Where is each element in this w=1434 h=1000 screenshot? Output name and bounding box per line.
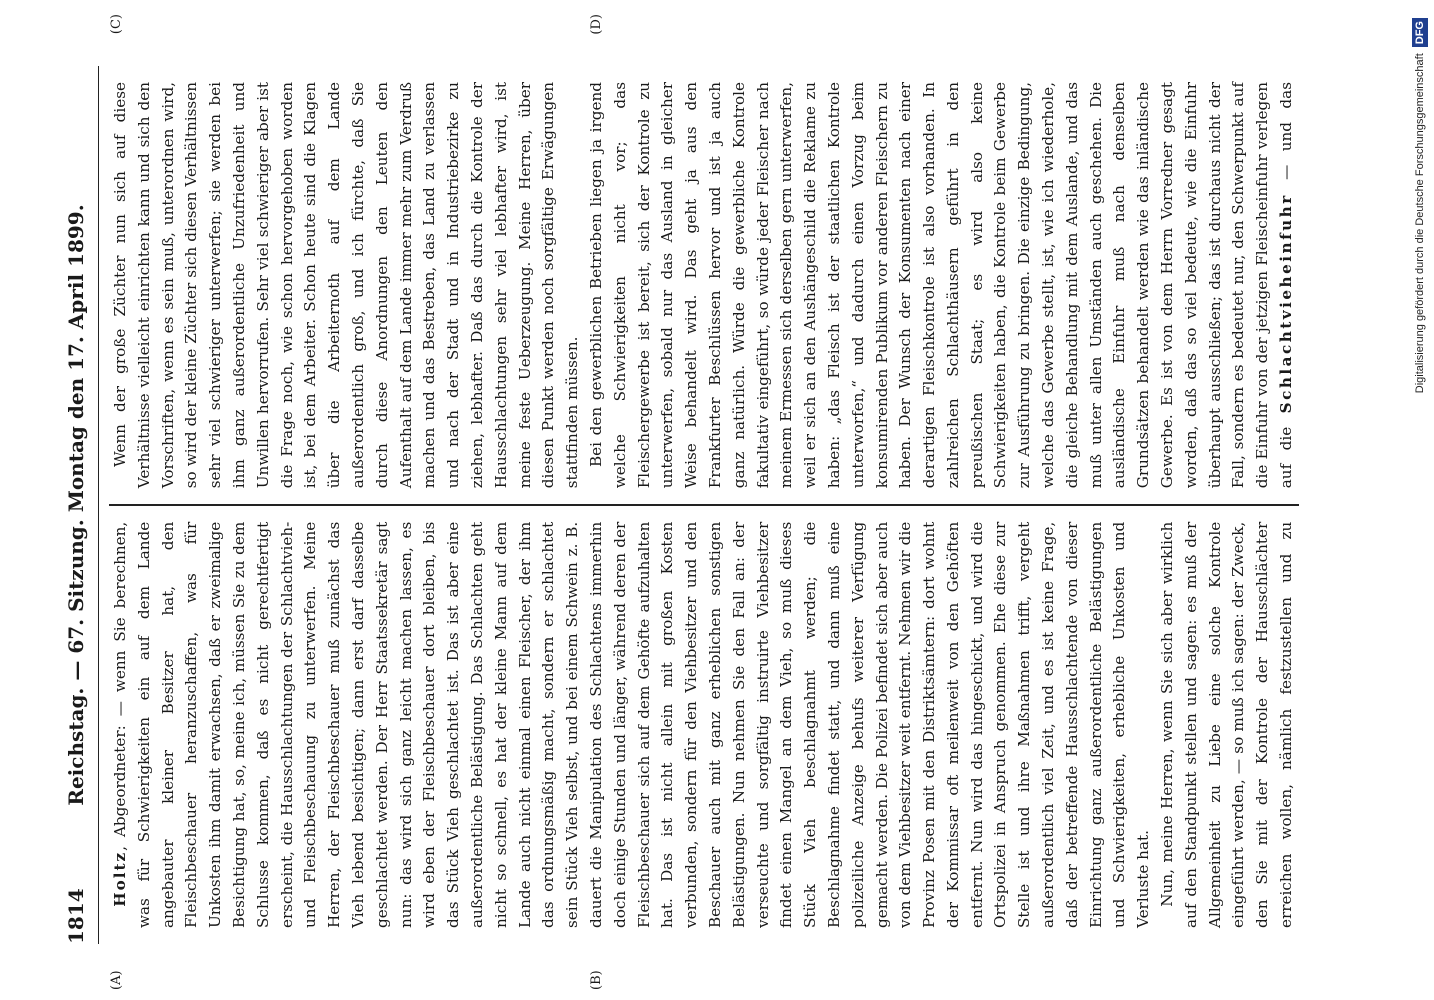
margin-mark-b: (B) [589,970,604,990]
speaker-name: Holtz [111,850,129,907]
running-title: Reichstag. — 67. Sitzung. Montag den 17. April 1899. [64,204,88,806]
digitization-note [1406,8,1432,998]
right-paragraph-2-end: — und das [1277,81,1296,180]
right-column [109,66,1299,504]
page-header [58,66,99,944]
digitization-note-text: Digitalisierung gefördert durch die Deutsche Forschungsgemeinschaft [1414,53,1426,394]
left-paragraph-1-text: , Abgeordneter: — wenn Sie berechnen, was für Schwierigkeiten ein auf dem Lande angebauter kleiner Besitzer hat, den Fleischbeschauer heranzuschaffen, was für Unkosten ihm damit erwachsen, daß er zweimalige Besichtigung hat, so, meine ich, müssen Sie zu dem Schlusse kommen, daß es nicht gerechtfertigt erscheint, die Hausschlachtungen der Schlachtvieh- und Fleischbeschauung zu unterwerfen. Meine Herren, der Fleischbeschauer muß zunächst das Vieh lebend besichtigen; dann erst darf dasselbe geschlachtet werden. Der Herr Staatssekretär sagt nun: das wird sich ganz leicht machen lassen, es wird eben der Fleischbeschauer dort bleiben, bis das Stück Vieh geschlachtet ist. Das ist aber eine außerordentliche Belästigung. Das Schlachten geht nicht so schnell, es hat der kleine Mann auf dem Lande auch nicht einmal einen Fleischer, der ihm das ordnungsmäßig macht, sondern er schlachtet sein Stück Vieh selbst, und bei einem Schwein z. B. dauert die Manipulation des Schlachtens immerhin doch einige Stunden und länger, während deren der Fleischbeschauer sich auf dem Gehöfte aufzuhalten hat. Das ist nicht allein mit großen Kosten verbunden, sondern für den Viehbesitzer und den Beschauer auch mit ganz erheblichen sonstigen Belästigungen. Nun nehmen Sie den Fall an: der verseuchte und sorgfältig instruirte Viehbesitzer findet einen Mangel an dem Vieh, so muß dieses Stück Vieh beschlagnahmt werden; die Beschlagnahme findet statt, und dann muß eine polizeiliche Anzeige behufs weiterer Verfügung gemacht werden. Die Polizei befindet sich aber auch von dem Viehbesitzer weit entfernt. Nehmen wir die Provinz Posen mit den Distriktsämtern: dort wohnt der Kommissar oft meilenweit von den Gehöften entfernt. Nun wird das hingeschickt, und wird die Ortspolizei in Anspruch genommen. Ehe diese zur Stelle ist und ihre Maßnahmen trifft, vergeht außerordentlich viel Zeit, und es ist keine Frage, daß der betreffende Hausschlachtende von dieser Einrichtung ganz außerordentliche Belästigungen und Schwierigkeiten, erhebliche Unkosten und Verluste hat. [111,521,1153,928]
right-paragraph-1 [109,82,585,488]
page-number: 1814 [64,888,88,944]
dfg-logo: DFG [1412,18,1428,47]
margin-mark-c: (C) [109,14,124,35]
margin-mark-a: (A) [109,970,124,990]
right-paragraph-1-text: Wenn der große Züchter nun sich auf diese Verhältnisse vielleicht einrichten kann und sich den Vorschriften, wenn es sein muß, unterordnen wird, so wird der kleine Züchter sich diesen Verhältnissen sehr viel schwieriger unterwerfen; sie werden bei ihm ganz außerordentliche Unzufriedenheit und Unwillen hervorrufen. Sehr viel schwieriger aber ist die Frage noch, wie schon hervorgehoben worden ist, bei dem Arbeiter. Schon heute sind die Klagen über die Arbeiternoth auf dem Lande außerordentlich groß, und ich fürchte, daß Sie durch diese Anordnungen den Leuten den Aufenthalt auf dem Lande immer mehr zum Verdruß machen und das Bestreben, das Land zu verlassen und nach der Stadt und in Industriebezirke zu ziehen, lebhafter. Daß das durch die Kontrole der Hausschlachtungen sehr viel lebhafter wird, ist meine feste Ueberzeugung. Meine Herren, über diesen Punkt werden noch sorgfältige Erwägungen stattfinden müssen. [111,82,582,489]
digitization-note-text-wrap [1410,18,1430,998]
right-paragraph-2 [585,82,1299,488]
column-divider [109,504,1299,506]
left-paragraph-2 [1156,522,1299,928]
spaced-term-schlachtvieheinfuhr: Schlachtvieheinfuhr [1277,193,1296,414]
left-column [109,506,1299,944]
two-column-body [109,14,1299,990]
right-paragraph-2-text: Bei den gewerblichen Betrieben liegen ja irgend welche Schwierigkeiten nicht vor; das Fleischergewerbe ist bereit, sich der Kontrole zu unterwerfen, sobald nur das Ausland in gleicher Weise behandelt wird. Das geht ja aus den Frankfurter Beschlüssen hervor und ist ja auch ganz natürlich. Würde die gewerbliche Kontrole fakultativ eingeführt, so würde jeder Fleischer nach meinem Ermessen sich derselben gern unterwerfen, weil er sich an den Aushängeschild die Reklame zu haben: „das Fleisch ist der staatlichen Kontrole unterworfen,“ und dadurch einen Vorzug beim konsumirenden Publikum vor anderen Fleischern zu haben. Der Wunsch der Konsumenten nach einer derartigen Fleischkontrole ist also vorhanden. In zahlreichen Schlachthäusern geführt in den preußischen Staat; es wird also keine Schwierigkeiten haben, die Kontrole beim Gewerbe zur Ausführung zu bringen. Die einzige Bedingung, welche das Gewerbe stellt, ist, wie ich wiederhole, die gleiche Behandlung mit dem Auslande, und das muß unter allen Umständen auch geschehen. Die ausländische Einfuhr muß nach denselben Grundsätzen behandelt werden wie das inländische Gewerbe. Es ist von dem Herrn Vorredner gesagt worden, daß das so viel bedeute, wie die Einfuhr überhaupt ausschließen; das ist durchaus nicht der Fall, sondern es bedeutet nur, den Schwerpunkt auf die Einfuhr von der jetzigen Fleischeinfuhr verlegen auf die [586,82,1296,489]
margin-mark-d: (D) [589,14,604,35]
left-paragraph-2-text: Nun, meine Herren, wenn Sie sich aber wirklich auf den Standpunkt stellen und sagen: es muß der Allgemeinheit zu Liebe eine solche Kontrole eingeführt werden, — so muß ich sagen: der Zweck, den Sie mit der Kontrole der Hausschlächter erreichen wollen, nämlich festzustellen und zu [1158,521,1296,928]
left-paragraph-1 [109,522,1156,928]
